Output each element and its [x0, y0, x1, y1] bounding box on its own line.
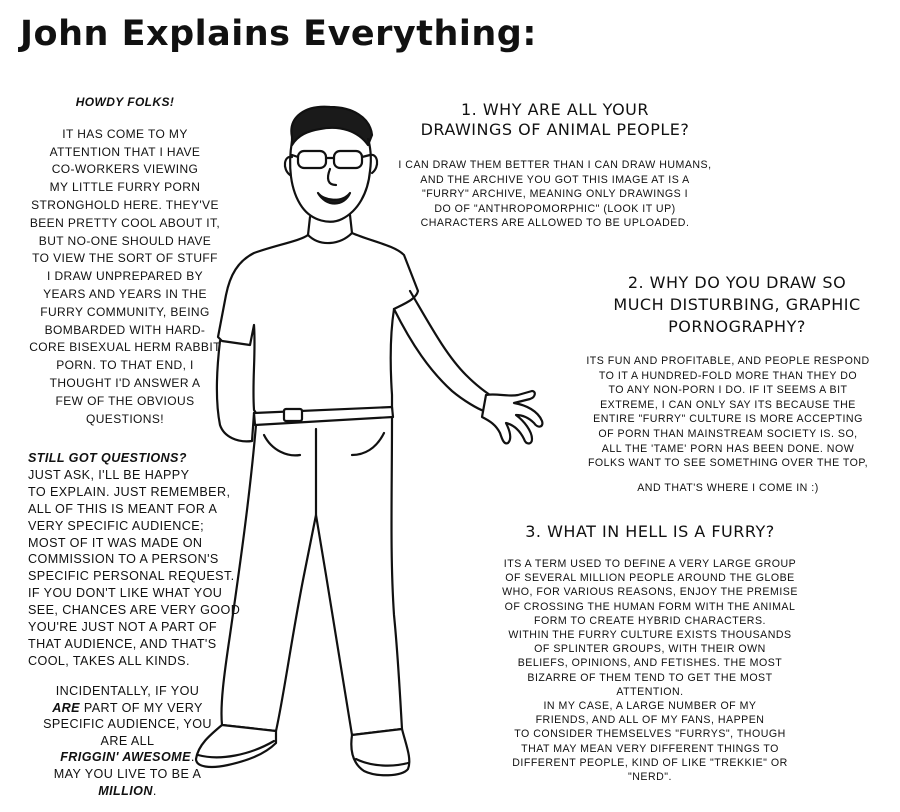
intro-heading: HOWDY FOLKS!: [75, 95, 175, 109]
answer-line: FORM TO CREATE HYBRID CHARACTERS.: [534, 614, 766, 627]
answer-line: "FURRY" ARCHIVE, MEANING ONLY DRAWINGS I: [421, 188, 689, 201]
incidentally-text: PART OF MY VERY: [79, 700, 203, 715]
answer-line: AND THE ARCHIVE YOU GOT THIS IMAGE AT IS A: [420, 173, 690, 186]
question-2-block: [592, 272, 882, 338]
still-questions-line: YOU'RE JUST NOT A PART OF: [28, 620, 217, 635]
intro-line: IT HAS COME TO MY: [62, 126, 188, 141]
shirt-icon: [218, 233, 418, 418]
still-questions-line: SEE, CHANCES ARE VERY GOOD: [28, 603, 241, 618]
emphasis-text: MILLION: [98, 783, 153, 798]
incidentally-line: SPECIFIC AUDIENCE, YOU: [43, 717, 212, 732]
answer-line: FOLKS WANT TO SEE SOMETHING OVER THE TOP,: [587, 457, 869, 470]
incidentally-line: ARE ALL: [100, 733, 155, 748]
answer-line: BIZARRE OF THEM TEND TO GET THE MOST: [527, 671, 773, 684]
emphasis-text: ARE: [52, 700, 80, 715]
intro-line: ATTENTION THAT I HAVE: [49, 144, 201, 159]
answer-line: DO OF "ANTHROPOMORPHIC" (LOOK IT UP): [434, 202, 676, 215]
question-2-title-line: PORNOGRAPHY?: [668, 317, 806, 336]
intro-line: TO VIEW THE SORT OF STUFF: [32, 251, 218, 266]
answer-line: OF SPLINTER GROUPS, WITH THEIR OWN: [534, 643, 766, 656]
intro-line: MY LITTLE FURRY PORN: [49, 180, 201, 195]
cartoon-man-illustration: [180, 95, 560, 800]
intro-line: QUESTIONS!: [85, 411, 164, 426]
still-questions-line: COMMISSION TO A PERSON'S: [28, 552, 219, 567]
still-questions-line: MOST OF IT WAS MADE ON: [28, 535, 203, 550]
intro-line: THOUGHT I'D ANSWER A: [49, 375, 201, 390]
glasses-icon: [292, 151, 370, 168]
belt-icon: [254, 407, 393, 425]
question-3-title: 3. WHAT IN HELL IS A FURRY?: [525, 522, 775, 541]
intro-line: CO-WORKERS VIEWING: [51, 162, 199, 177]
intro-line: FEW OF THE OBVIOUS: [55, 393, 195, 408]
answer-line: ITS A TERM USED TO DEFINE A VERY LARGE GROUP: [503, 558, 797, 570]
answer-line: DIFFERENT PEOPLE, KIND OF LIKE "TREKKIE" OR: [512, 756, 788, 769]
answer-line: OF PORN THAN MAINSTREAM SOCIETY IS. SO,: [598, 427, 858, 440]
intro-line: STRONGHOLD HERE. THEY'VE: [31, 197, 219, 212]
answer-line: ENTIRE "FURRY" CULTURE IS MORE ACCEPTING: [593, 413, 863, 426]
answer-line: TO IT A HUNDRED-FOLD MORE THAN THEY DO: [598, 369, 858, 382]
answer-line: TO ANY NON-PORN I DO. IF IT SEEMS A BIT: [608, 384, 848, 397]
answer-line: WITHIN THE FURRY CULTURE EXISTS THOUSANDS: [508, 629, 792, 642]
still-questions-heading: STILL GOT QUESTIONS?: [28, 451, 187, 465]
incidentally-line: INCIDENTALLY, IF YOU: [55, 684, 200, 698]
question-1-title-line: DRAWINGS OF ANIMAL PEOPLE?: [420, 120, 690, 139]
answer-line: BELIEFS, OPINIONS, AND FETISHES. THE MOST: [517, 657, 783, 670]
answer-closing: AND THAT'S WHERE I COME IN :): [637, 481, 819, 494]
answer-line: ALL THE 'TAME' PORN HAS BEEN DONE. NOW: [601, 442, 855, 455]
still-questions-line: JUST ASK, I'LL BE HAPPY: [28, 467, 190, 482]
incidentally-text: .: [190, 750, 195, 765]
answer-line: OF CROSSING THE HUMAN FORM WITH THE ANIMAL: [504, 600, 796, 613]
intro-line: I DRAW UNPREPARED BY: [46, 269, 204, 284]
hand-icon: [482, 391, 542, 444]
intro-line: CORE BISEXUAL HERM RABBIT: [29, 340, 221, 355]
still-questions-line: SPECIFIC PERSONAL REQUEST.: [28, 569, 235, 584]
emphasis-text: FRIGGIN' AWESOME: [60, 750, 191, 765]
answer-line: EXTREME, I CAN ONLY SAY ITS BECAUSE THE: [600, 398, 856, 411]
question-2-title-line: MUCH DISTURBING, GRAPHIC: [613, 295, 861, 314]
still-questions-line: ALL OF THIS IS MEANT FOR A: [28, 501, 218, 516]
intro-line: BEEN PRETTY COOL ABOUT IT,: [29, 215, 221, 230]
intro-line: FURRY COMMUNITY, BEING: [40, 304, 210, 319]
hair-icon: [291, 107, 372, 145]
incidentally-line: MAY YOU LIVE TO BE A: [53, 766, 202, 781]
still-questions-line: THAT AUDIENCE, AND THAT'S: [28, 636, 217, 651]
answer-line: OF SEVERAL MILLION PEOPLE AROUND THE GLOBE: [505, 572, 795, 585]
answer-line: WHO, FOR VARIOUS REASONS, ENJOY THE PREMISE: [502, 586, 798, 599]
shoe-icon: [351, 729, 409, 775]
still-questions-line: TO EXPLAIN. JUST REMEMBER,: [28, 484, 231, 499]
intro-line: PORN. TO THAT END, I: [56, 358, 194, 373]
answer-line: "NERD".: [628, 771, 672, 784]
answer-line: ITS FUN AND PROFITABLE, AND PEOPLE RESPOND: [586, 355, 870, 367]
intro-line: BUT NO-ONE SHOULD HAVE: [38, 233, 212, 248]
pants-icon: [221, 417, 402, 735]
question-1-title-line: 1. WHY ARE ALL YOUR: [461, 100, 649, 119]
answer-line: IN MY CASE, A LARGE NUMBER OF MY: [543, 700, 757, 713]
still-questions-line: VERY SPECIFIC AUDIENCE;: [28, 518, 204, 533]
answer-line: TO CONSIDER THEMSELVES "FURRYS", THOUGH: [514, 728, 786, 741]
incidentally-text: .: [152, 783, 157, 798]
page-title: John Explains Everything:: [20, 14, 537, 54]
intro-line: YEARS AND YEARS IN THE: [43, 286, 207, 301]
mouth-icon: [318, 193, 350, 204]
question-2-title: [592, 272, 882, 338]
answer-line: ATTENTION.: [616, 685, 684, 698]
intro-line: BOMBARDED WITH HARD-: [44, 322, 206, 337]
still-questions-line: IF YOU DON'T LIKE WHAT YOU: [28, 586, 223, 601]
answer-line: I CAN DRAW THEM BETTER THAN I CAN DRAW HUMANS,: [398, 159, 712, 171]
question-2-title-line: 2. WHY DO YOU DRAW SO: [627, 273, 847, 292]
answer-line: FRIENDS, AND ALL OF MY FANS, HAPPEN: [535, 714, 765, 727]
answer-line: THAT MAY MEAN VERY DIFFERENT THINGS TO: [521, 742, 779, 755]
question-2-answer: [568, 354, 888, 495]
still-questions-line: COOL, TAKES ALL KINDS.: [28, 653, 190, 668]
answer-line: CHARACTERS ARE ALLOWED TO BE UPLOADED.: [420, 217, 690, 230]
